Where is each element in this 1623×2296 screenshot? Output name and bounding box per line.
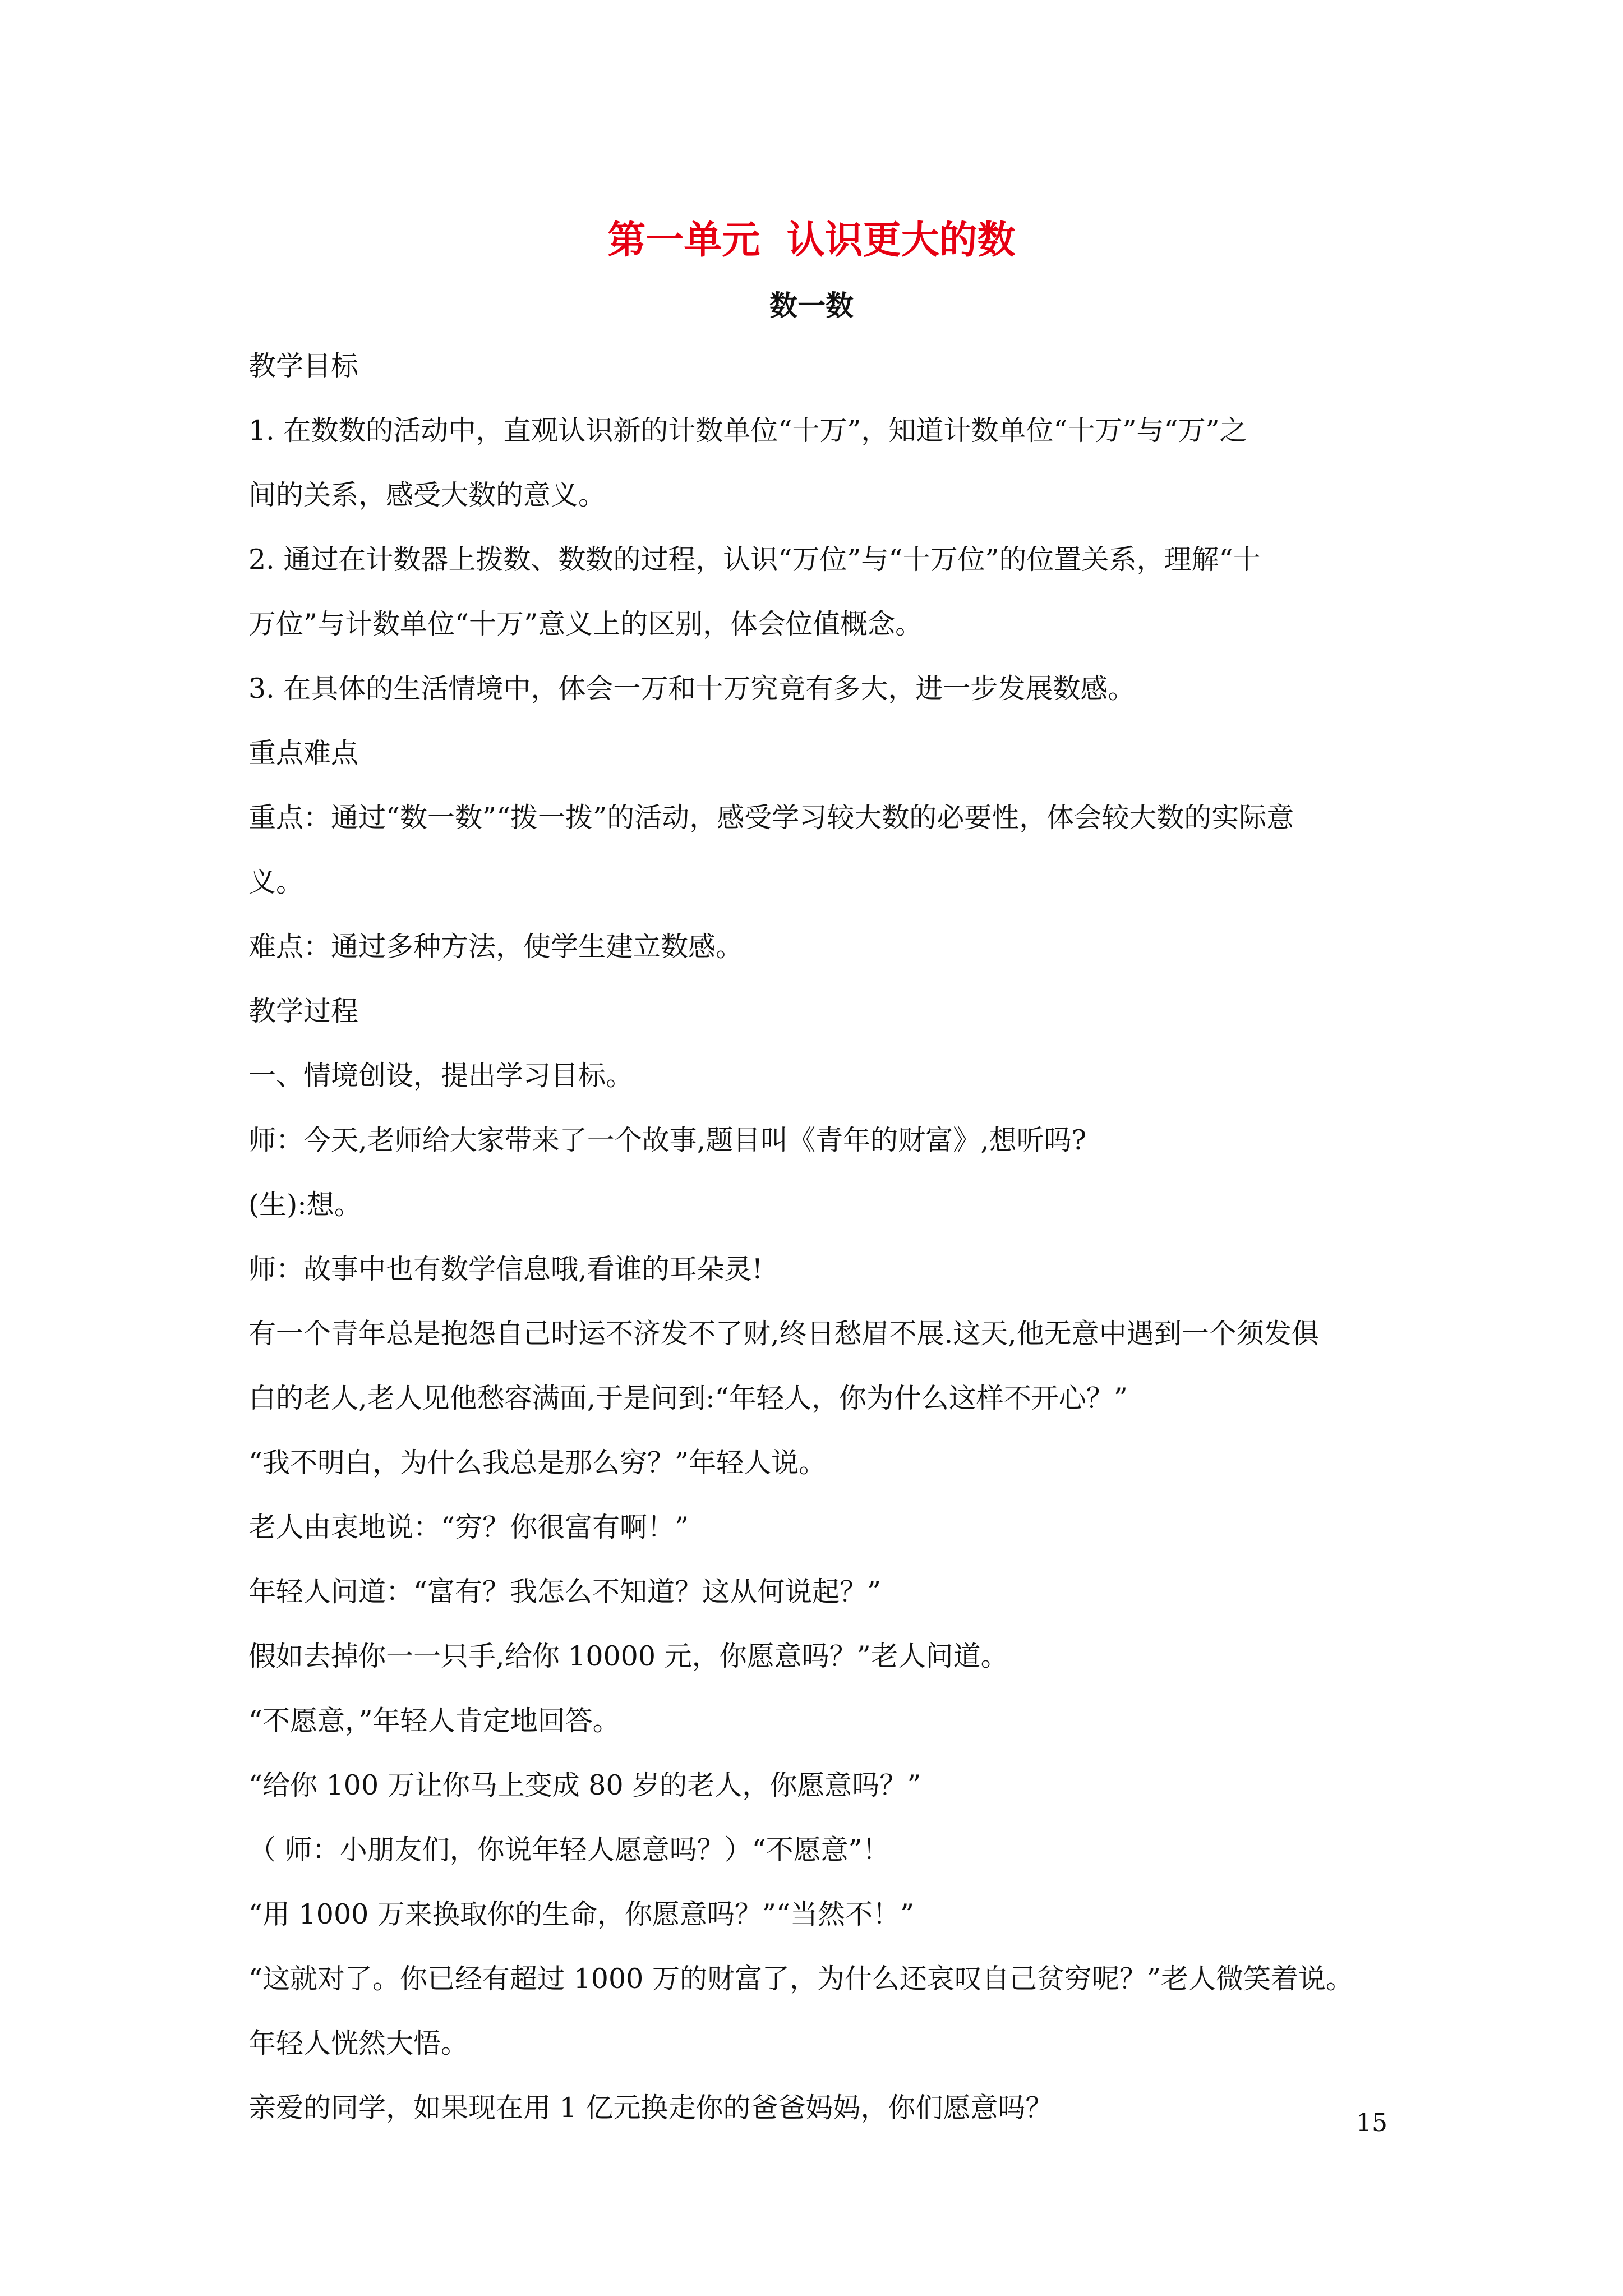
text-line: 师：今天,老师给大家带来了一个故事,题目叫《青年的财富》,想听吗? (248, 1124, 1086, 1156)
text-line: 年轻人问道：“富有？我怎么不知道？这从何说起？” (248, 1576, 882, 1608)
text-line: 2. 通过在计数器上拨数、数数的过程，认识“万位”与“十万位”的位置关系，理解“十 (248, 544, 1261, 576)
heading-key-points: 重点难点 (248, 737, 359, 769)
text-line: “不愿意，”年轻人肯定地回答。 (248, 1705, 620, 1737)
text-line: 师：故事中也有数学信息哦,看谁的耳朵灵! (248, 1253, 763, 1285)
text-line: 重点：通过“数一数”“拨一拨”的活动，感受学习较大数的必要性，体会较大数的实际意 (248, 802, 1294, 834)
heading-teaching-goals: 教学目标 (248, 350, 359, 382)
text-line: 假如去掉你一一只手,给你 10000 元，你愿意吗？”老人问道。 (248, 1640, 1008, 1672)
text-line: 义。 (248, 866, 304, 898)
text-line: “用 1000 万来换取你的生命，你愿意吗？”“当然不！” (248, 1898, 915, 1930)
text-line: 亲爱的同学，如果现在用 1 亿元换走你的爸爸妈妈，你们愿意吗？ (248, 2092, 1053, 2124)
section-subtitle: 数一数 (769, 289, 854, 322)
text-line: 白的老人,老人见他愁容满面,于是问到:“年轻人，你为什么这样不开心？” (248, 1382, 1128, 1414)
document-body (248, 334, 1387, 2140)
text-line: 一、情境创设，提出学习目标。 (248, 1060, 634, 1092)
text-line: 老人由衷地说：“穷？你很富有啊！” (248, 1511, 689, 1543)
text-line: 3. 在具体的生活情境中，体会一万和十万究竟有多大，进一步发展数感。 (248, 673, 1136, 705)
page-number: 15 (1356, 2109, 1387, 2137)
text-line: 难点：通过多种方法，使学生建立数感。 (248, 931, 744, 963)
page-title: 第一单元 认识更大的数 (607, 218, 1016, 263)
text-line: 年轻人恍然大悟。 (248, 2027, 469, 2059)
heading-teaching-process: 教学过程 (248, 995, 359, 1027)
text-line: “这就对了。你已经有超过 1000 万的财富了，为什么还哀叹自己贫穷呢？”老人微笑着说。 (248, 1963, 1353, 1995)
text-line: 1. 在数数的活动中，直观认识新的计数单位“十万”，知道计数单位“十万”与“万”之 (248, 415, 1247, 447)
text-line: （ 师：小朋友们，你说年轻人愿意吗？）“不愿意”！ (248, 1834, 890, 1866)
text-line: 间的关系，感受大数的意义。 (248, 479, 606, 511)
text-line: “我不明白，为什么我总是那么穷？”年轻人说。 (248, 1447, 827, 1479)
text-line: 万位”与计数单位“十万”意义上的区别，体会位值概念。 (248, 608, 923, 640)
text-line: “给你 100 万让你马上变成 80 岁的老人，你愿意吗？” (248, 1769, 921, 1801)
text-line: (生):想。 (248, 1189, 362, 1221)
text-line: 有一个青年总是抱怨自己时运不济发不了财,终日愁眉不展.这天,他无意中遇到一个须发俱 (248, 1318, 1319, 1350)
